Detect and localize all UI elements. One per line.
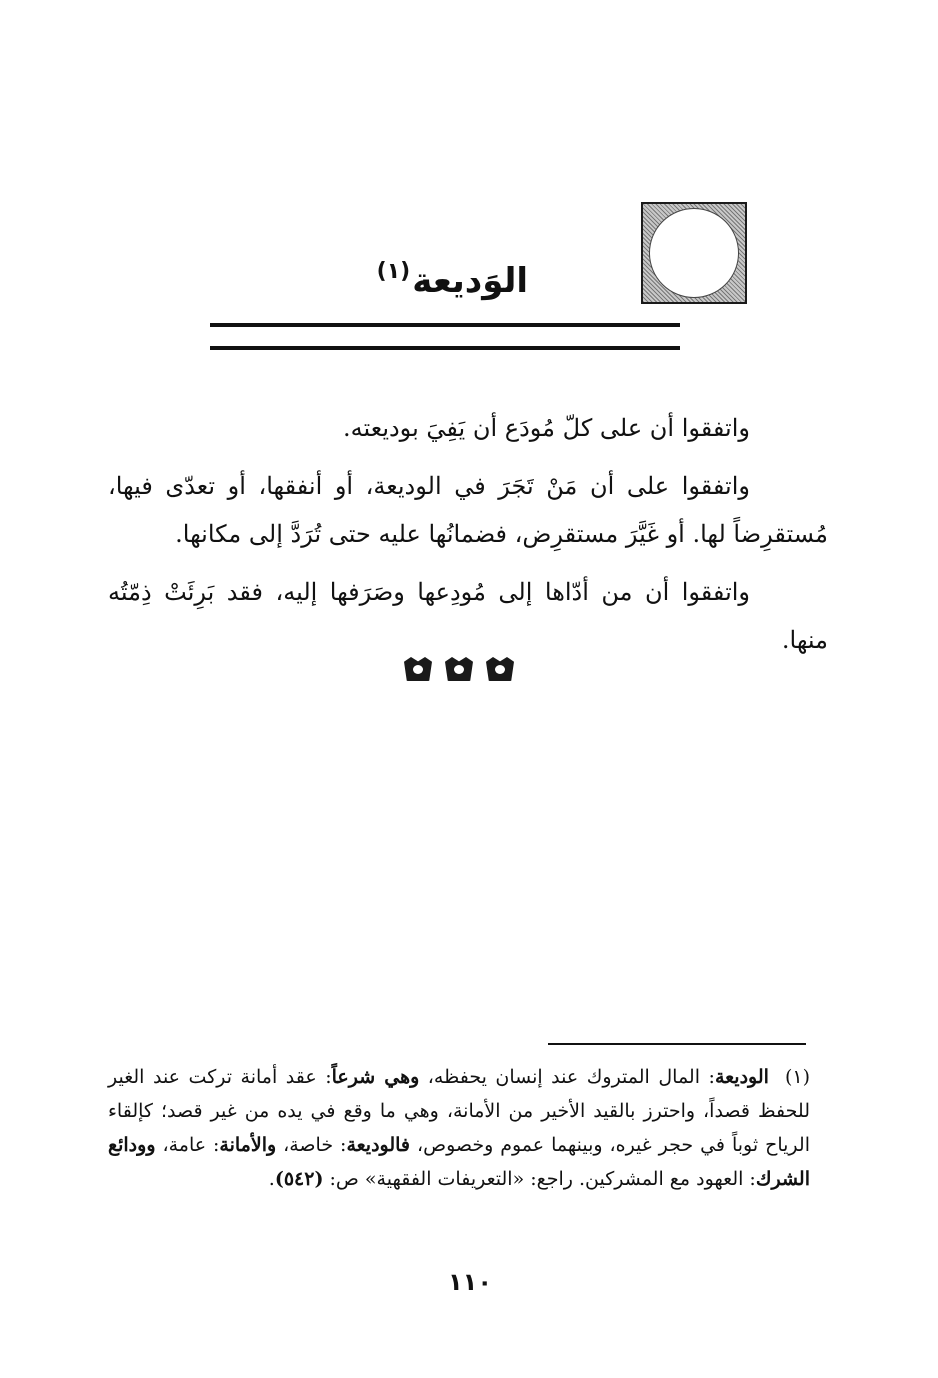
footnote-term: فالوديعة bbox=[346, 1134, 411, 1156]
ornament-glyph-icon bbox=[404, 657, 432, 681]
footnote-text: : المال المتروك عند إنسان يحفظه، bbox=[419, 1066, 715, 1088]
body-text bbox=[108, 404, 828, 674]
footnote-text: : العهود مع المشركين. راجع: «التعريفات الفقهية» ص: bbox=[323, 1168, 756, 1190]
chapter-title-text: الوَديعة bbox=[412, 261, 528, 301]
title-rule-top bbox=[210, 323, 680, 327]
paragraph-3: واتفقوا أن من أدّاها إلى مُودِعها وصَرَفها إليه، فقد بَرِئَتْ ذِمّتُه منها. bbox=[108, 578, 828, 654]
footnote-term: وهي شرعاً bbox=[331, 1066, 420, 1088]
ornament-circle bbox=[649, 208, 739, 298]
title-rule-bottom bbox=[210, 346, 680, 350]
chapter-footnote-ref: (١) bbox=[376, 259, 411, 284]
page-number: ١١٠ bbox=[448, 1268, 492, 1296]
paragraph-2: واتفقوا على أن مَنْ تَجَرَ في الوديعة، أو أنفقها، أو تعدّى فيها، مُستقرِضاً لها. أو غَيَّرَ مستقرِض، فضمانُها عليه حتى تُرَدَّ إلى مكانها. bbox=[108, 472, 828, 548]
footnote-text: : خاصة، bbox=[276, 1134, 347, 1156]
footnote-text: : عامة، bbox=[155, 1134, 220, 1156]
ornament-glyph-icon bbox=[445, 657, 473, 681]
footnote-text: : عقد أمانة تركت عند الغير للحفظ قصداً، واحترز بالقيد الأخير من الأمانة، وهي ما وقع في يده من غير قصد؛ كإلقاء الرياح ثوباً في حجر غيره، وبينهما عموم وخصوص، bbox=[108, 1066, 810, 1156]
chapter-title bbox=[377, 248, 528, 305]
footnote-term: والأمانة bbox=[219, 1134, 277, 1156]
footnote-number: (١) bbox=[784, 1066, 810, 1088]
chapter-ornament-icon bbox=[641, 202, 747, 304]
footnote bbox=[108, 1060, 810, 1196]
footnote-term: الوديعة bbox=[714, 1066, 769, 1088]
footnote-divider bbox=[548, 1043, 806, 1045]
paragraph-1: واتفقوا أن على كلّ مُودَع أن يَفِيَ بوديعته. bbox=[343, 414, 750, 442]
footnote-end: . bbox=[268, 1168, 275, 1190]
footnote-term: وودائع الشرك bbox=[108, 1134, 810, 1190]
footnote-page-ref: (٥٤٢) bbox=[274, 1168, 324, 1190]
ornament-glyph-icon bbox=[486, 657, 514, 681]
section-separator bbox=[404, 654, 514, 684]
